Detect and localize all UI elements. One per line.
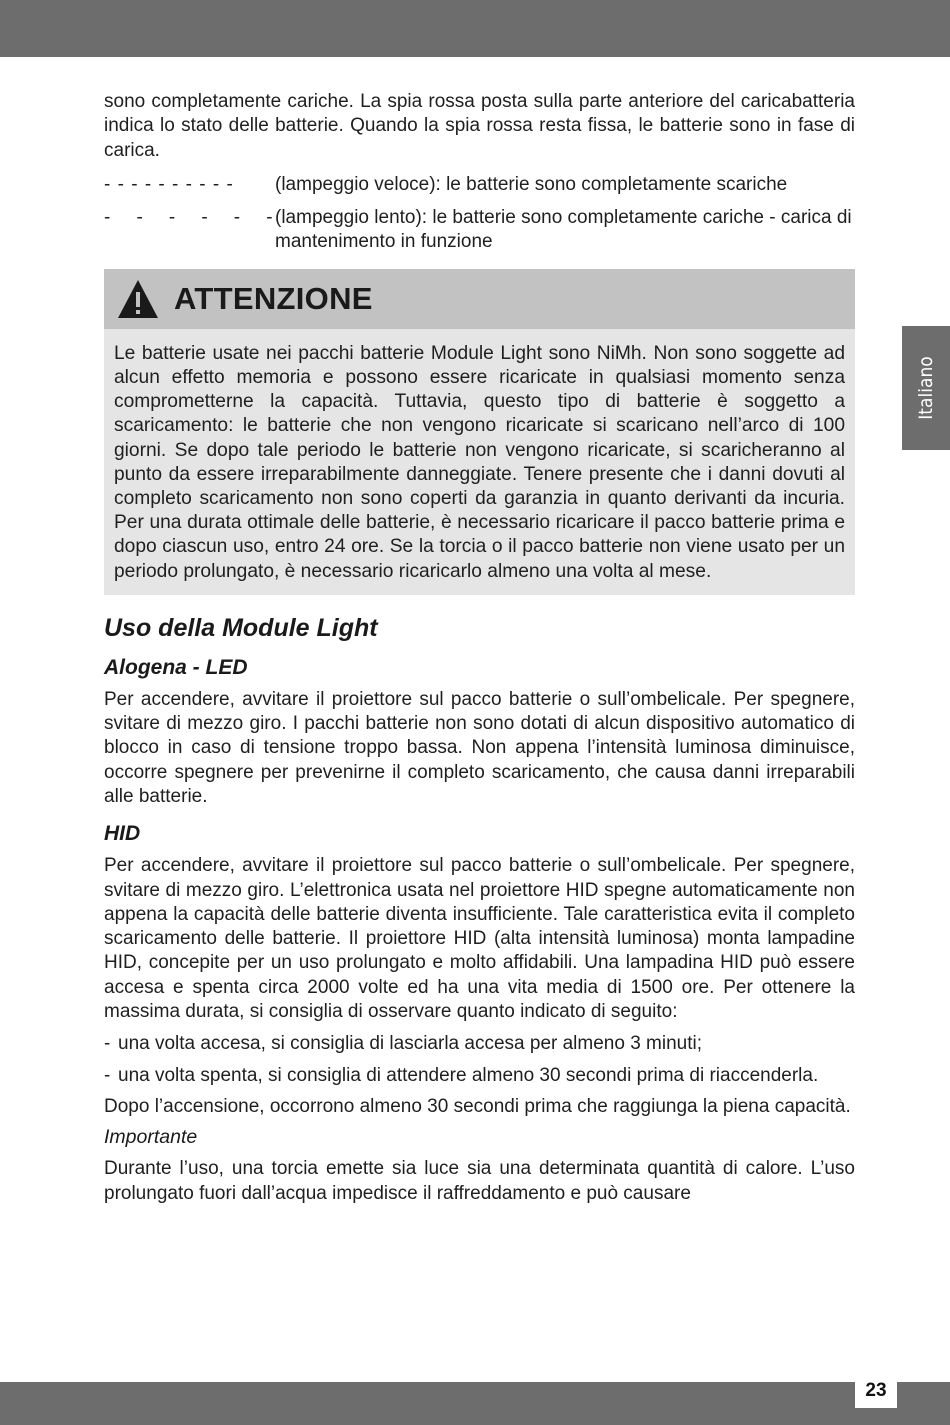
page-content [104,90,855,1206]
language-tab [902,326,950,450]
blink-pattern-slow: - - - - - - [104,207,274,229]
blink-row-slow [104,206,855,255]
warning-header [104,269,855,329]
important-paragraph: Durante l’uso, una torcia emette sia luce sia una determinata quantità di calore. L’uso prolungato fuori dall’acqua impedisce il raffreddamento e può causare [104,1158,855,1204]
halogen-heading: Alogena - LED [104,655,248,679]
blink-description-fast: (lampeggio veloce): le batterie sono completamente scariche [275,173,788,195]
language-tab-label: Italiano [915,356,937,420]
bottom-bar [0,1382,950,1425]
blink-description-slow: (lampeggio lento): le batterie sono completamente cariche - carica di mantenimento in funzione [275,207,852,253]
hid-after-paragraph: Dopo l’accensione, occorrono almeno 30 secondi prima che raggiunga la piena capacità. [104,1095,851,1117]
section-title: Uso della Module Light [104,613,378,642]
warning-title: ATTENZIONE [174,280,373,316]
hid-paragraph: Per accendere, avvitare il proiettore sul pacco batterie o sull’ombelicale. Per spegnere, svitare di mezzo giro. L’elettronica usata nel proiettore HID spegne automaticamente non appena la capacità delle batterie diventa insufficiente. Tale caratteristica evita il completo scaricamento delle batterie. Il proiettore HID (alta intensità luminosa) monta lampadine HID, concepite per un uso prolungato e molto affidabili. Una lampadina HID può essere accesa e spenta circa 2000 volte ed ha una vita media di 1500 ore. Per ottenere la massima durata, si consiglia di osservare quanto indicato di seguito: [104,855,855,1023]
hid-heading: HID [104,822,141,846]
page-number: 23 [855,1376,897,1408]
blink-pattern-fast: - - - - - - - - - - [104,173,234,195]
top-bar [0,0,950,57]
warning-box [104,269,855,595]
list-item-text: una volta spenta, si consiglia di attendere almeno 30 secondi prima di riaccenderla. [118,1064,819,1086]
warning-triangle-icon [116,278,160,320]
blink-row-fast [104,173,855,197]
warning-body [104,329,855,595]
halogen-paragraph: Per accendere, avvitare il proiettore sul pacco batterie o sull’ombelicale. Per spegnere, svitare di mezzo giro. I pacchi batterie non sono dotati di alcun dispositivo automatico di blocco in caso di tensione troppo bassa. Non appena l’intensità luminosa diminuisce, occorre spegnere per prevenirne il completo scaricamento, che causa danni irreparabili alle batterie. [104,688,855,807]
list-item-text: una volta accesa, si consiglia di lasciarla accesa per almeno 3 minuti; [118,1033,703,1055]
intro-paragraph: sono completamente cariche. La spia rossa posta sulla parte anteriore del caricabatteria indica lo stato delle batterie. Quando la spia rossa resta fissa, le batterie sono in fase di carica. [104,91,855,161]
important-heading: Importante [104,1126,198,1149]
list-item: - una volta accesa, si consiglia di lasciarla accesa per almeno 3 minuti; [104,1032,855,1056]
list-item: - una volta spenta, si consiglia di attendere almeno 30 secondi prima di riaccenderla. [104,1064,855,1088]
warning-text: Le batterie usate nei pacchi batterie Module Light sono NiMh. Non sono soggette ad alcun effetto memoria e possono essere ricaricate in qualsiasi momento senza comprometterne la capacità. Tuttavia, questo tipo di batterie è soggetto a scaricamento: le batterie che non vengono ricaricate si scaricano nell’arco di 100 giorni. Se dopo tale periodo le batterie non vengono ricaricate, si scaricheranno al punto da essere irreparabilmente danneggiate. Tenere presente che i danni dovuti al completo scaricamento non sono coperti da garanzia in quanto derivanti da incuria. Per una durata ottimale delle batterie, è necessario ricaricare il pacco batterie prima e dopo ciascun uso, entro 24 ore. Se la torcia o il pacco batterie non viene usato per un periodo prolungato, è necessario ricaricarlo almeno una volta al mese. [114,342,845,582]
